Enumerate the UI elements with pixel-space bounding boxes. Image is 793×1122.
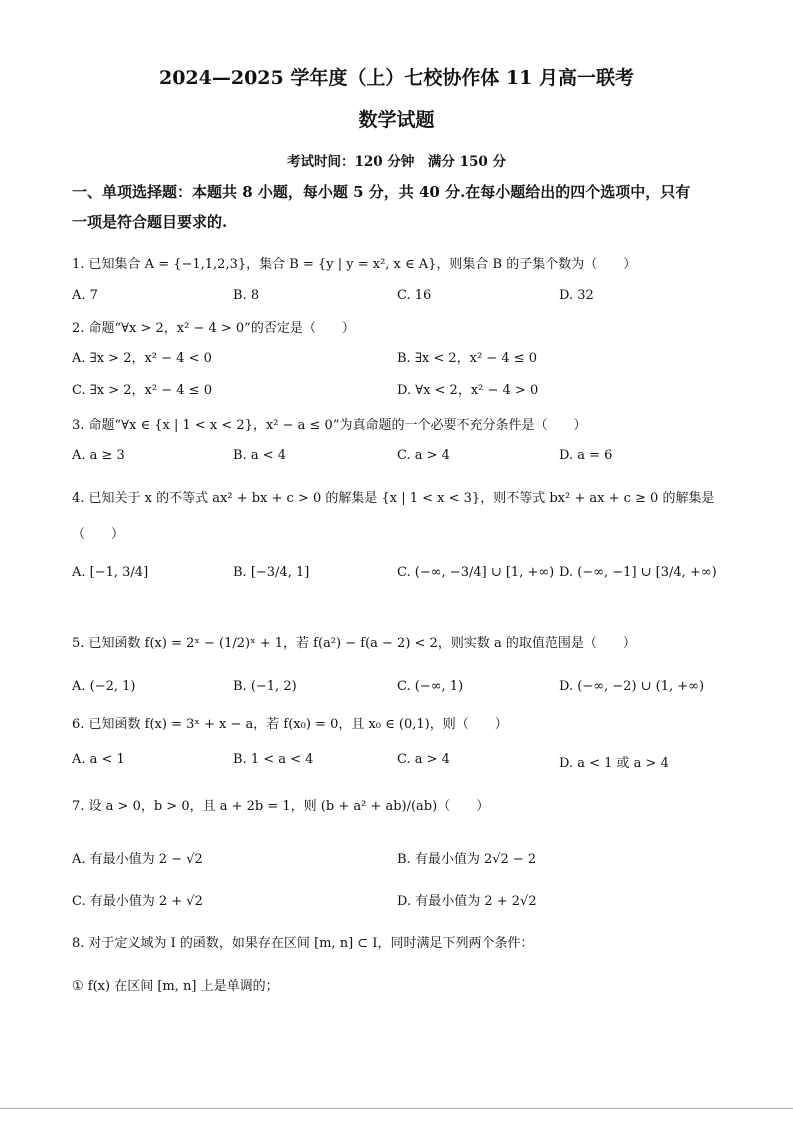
q5-option-d: D. (−∞, −2) ∪ (1, +∞) (559, 679, 705, 694)
q7-option-c: C. 有最小值为 2 + √2 (72, 894, 203, 909)
q5-option-a: A. (−2, 1) (72, 679, 136, 694)
q4-option-a: A. [−1, 3/4] (72, 565, 149, 580)
q6-option-b: B. 1 < a < 4 (233, 752, 314, 767)
q3-option-b: B. a < 4 (233, 448, 286, 463)
q4-option-d: D. (−∞, −1] ∪ [3/4, +∞) (559, 565, 717, 580)
q5-option-c: C. (−∞, 1) (397, 679, 464, 694)
q2-option-b: B. ∃x < 2，x² − 4 ≤ 0 (397, 351, 538, 366)
q3-option-c: C. a > 4 (397, 448, 450, 463)
question-1-stem: 1. 已知集合 A = {−1,1,2,3}，集合 B = {y | y = x², x ∈ A}，则集合 B 的子集个数为（ ） (72, 257, 637, 272)
q4-option-c: C. (−∞, −3/4] ∪ [1, +∞) (397, 565, 555, 580)
section-heading: 一、单项选择题：本题共 8 小题，每小题 5 分，共 40 分.在每小题给出的四个选项中，只有 (72, 183, 691, 201)
question-4-stem-cont: （ ） (72, 527, 125, 542)
q7-option-b: B. 有最小值为 2√2 − 2 (397, 852, 537, 867)
question-6-stem: 6. 已知函数 f(x) = 3ˣ + x − a，若 f(x₀) = 0，且 x₀ ∈ (0,1)，则（ ） (72, 717, 508, 732)
question-4-stem: 4. 已知关于 x 的不等式 ax² + bx + c > 0 的解集是 {x | 1 < x < 3}，则不等式 bx² + ax + c ≥ 0 的解集是 (72, 491, 715, 506)
question-5-stem: 5. 已知函数 f(x) = 2ˣ − (1/2)ˣ + 1，若 f(a²) − f(a − 2) < 2，则实数 a 的取值范围是（ ） (72, 636, 636, 651)
q6-option-c: C. a > 4 (397, 752, 450, 767)
q2-option-c: C. ∃x > 2，x² − 4 ≤ 0 (72, 383, 212, 398)
q1-option-a: A. 7 (72, 288, 98, 303)
q4-option-b: B. [−3/4, 1] (233, 565, 310, 580)
page-bottom-rule (0, 1108, 793, 1109)
question-8-condition-1: ① f(x) 在区间 [m, n] 上是单调的； (72, 979, 279, 994)
exam-title: 2024—2025 学年度（上）七校协作体 11 月高一联考 (158, 67, 635, 89)
q3-option-a: A. a ≥ 3 (72, 448, 125, 463)
question-8-stem: 8. 对于定义域为 I 的函数，如果存在区间 [m, n] ⊂ I，同时满足下列两个条件： (72, 936, 534, 951)
q1-option-c: C. 16 (397, 288, 432, 303)
q6-option-d: D. a < 1 或 a > 4 (559, 756, 669, 771)
section-heading-cont: 一项是符合题目要求的. (72, 213, 228, 231)
q3-option-d: D. a = 6 (559, 448, 613, 463)
exam-info: 考试时间：120 分钟 满分 150 分 (287, 154, 506, 170)
q7-option-d: D. 有最小值为 2 + 2√2 (397, 894, 537, 909)
subject-title: 数学试题 (358, 109, 435, 131)
q2-option-a: A. ∃x > 2，x² − 4 < 0 (72, 351, 212, 366)
q5-option-b: B. (−1, 2) (233, 679, 297, 694)
question-3-stem: 3. 命题“∀x ∈ {x | 1 < x < 2}，x² − a ≤ 0”为真命题的一个必要不充分条件是（ ） (72, 418, 587, 433)
question-2-stem: 2. 命题“∀x > 2，x² − 4 > 0”的否定是（ ） (72, 321, 355, 336)
q7-option-a: A. 有最小值为 2 − √2 (72, 852, 203, 867)
question-7-stem: 7. 设 a > 0，b > 0，且 a + 2b = 1，则 (b + a² + ab)/(ab)（ ） (72, 799, 490, 814)
q1-option-d: D. 32 (559, 288, 594, 303)
q6-option-a: A. a < 1 (72, 752, 125, 767)
q1-option-b: B. 8 (233, 288, 260, 303)
q2-option-d: D. ∀x < 2，x² − 4 > 0 (397, 383, 539, 398)
